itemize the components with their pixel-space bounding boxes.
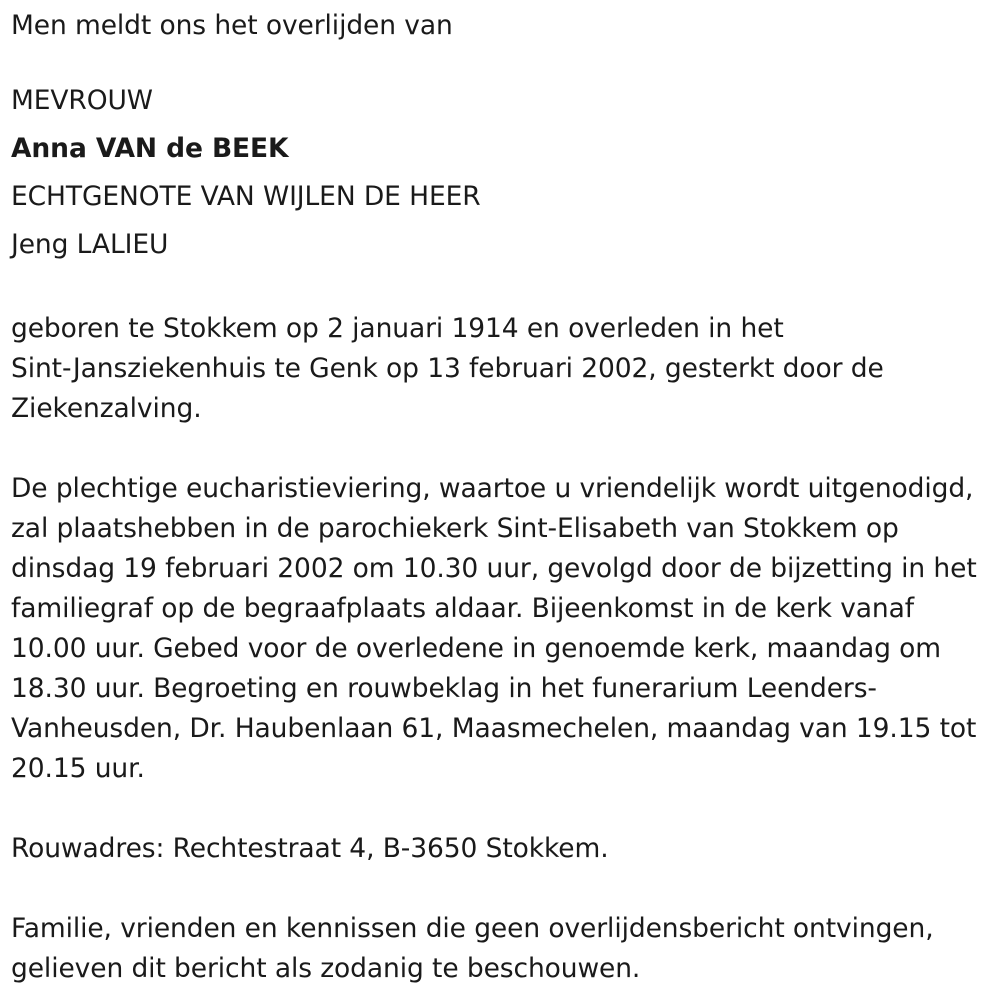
paragraph-line: 18.30 uur. Begroeting en rouwbeklag in het funerarium Leenders-	[11, 673, 877, 704]
intro-text: Men meldt ons het overlijden van	[11, 10, 453, 41]
obituary-notice	[11, 6, 991, 989]
paragraph-line: familiegraf op de begraafplaats aldaar. Bijeenkomst in de kerk vanaf	[11, 593, 914, 624]
paragraph-line: Familie, vrienden en kennissen die geen overlijdensbericht ontvingen,	[11, 913, 934, 944]
paragraph-line: dinsdag 19 februari 2002 om 10.30 uur, gevolgd door de bijzetting in het	[11, 553, 977, 584]
spouse-name: Jeng LALIEU	[11, 229, 169, 260]
service-paragraph	[11, 469, 991, 789]
spacer	[11, 269, 991, 309]
closing-paragraph	[11, 909, 991, 989]
deceased-name: Anna VAN de BEEK	[11, 133, 289, 164]
spacer	[11, 429, 991, 469]
paragraph-line: Sint-Jansziekenhuis te Genk op 13 februari 2002, gesterkt door de	[11, 353, 884, 384]
paragraph-line: geboren te Stokkem op 2 januari 1914 en overleden in het	[11, 313, 784, 344]
spacer	[11, 869, 991, 909]
paragraph-line: zal plaatshebben in de parochiekerk Sint-Elisabeth van Stokkem op	[11, 513, 899, 544]
paragraph-line: 10.00 uur. Gebed voor de overledene in genoemde kerk, maandag om	[11, 633, 941, 664]
paragraph-line: Vanheusden, Dr. Haubenlaan 61, Maasmechelen, maandag van 19.15 tot	[11, 713, 977, 744]
relation-text: ECHTGENOTE VAN WIJLEN DE HEER	[11, 181, 481, 212]
paragraph-line: De plechtige eucharistieviering, waartoe u vriendelijk wordt uitgenodigd,	[11, 473, 974, 504]
mourning-address: Rouwadres: Rechtestraat 4, B-3650 Stokkem.	[11, 833, 609, 864]
paragraph-line: Ziekenzalving.	[11, 393, 202, 424]
paragraph-line: 20.15 uur.	[11, 753, 145, 784]
birth-death-paragraph	[11, 309, 991, 429]
spacer	[11, 789, 991, 829]
deceased-block	[11, 77, 991, 269]
honorific: MEVROUW	[11, 85, 153, 116]
spacer	[11, 46, 991, 77]
paragraph-line: gelieven dit bericht als zodanig te beschouwen.	[11, 953, 641, 984]
